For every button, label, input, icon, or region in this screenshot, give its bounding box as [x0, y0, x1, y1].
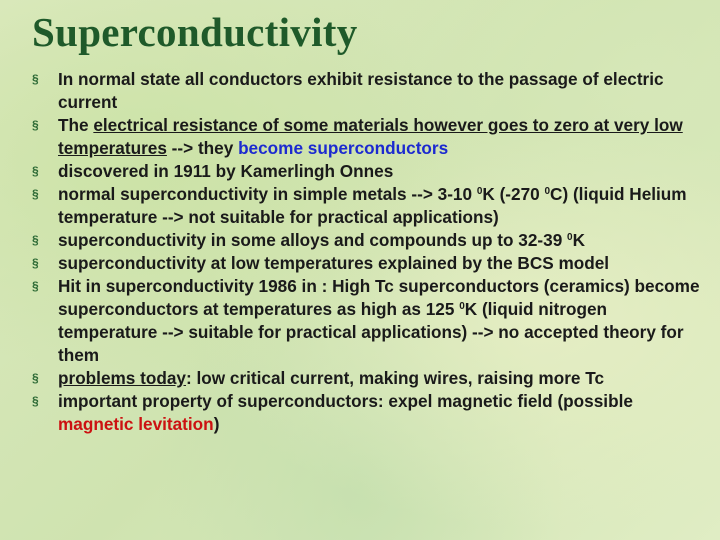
- bullet-text: In normal state all conductors exhibit resistance to the passage of electric current: [58, 69, 664, 112]
- bullet-item-resistance-zero: [30, 114, 702, 160]
- bullet-text: C) (liquid Helium temperature --> not suitable for practical applications): [58, 184, 687, 227]
- degree-superscript: 0: [544, 186, 551, 197]
- section-bullet-icon: §: [32, 187, 39, 201]
- degree-superscript: 0: [459, 301, 465, 312]
- bullet-text: important property of superconductors: expel magnetic field (possible: [58, 391, 633, 411]
- section-bullet-icon: §: [32, 164, 39, 178]
- bullet-list: [30, 68, 702, 436]
- highlight-text-red: magnetic levitation: [58, 414, 214, 434]
- bullet-text: superconductivity at low temperatures explained by the BCS model: [58, 253, 610, 273]
- underlined-text: problems today: [58, 368, 186, 388]
- section-bullet-icon: §: [32, 118, 39, 132]
- bullet-item-discovered: [30, 160, 702, 183]
- bullet-text: K (liquid nitrogen temperature --> suitable for practical applications) --> no accepted theory for them: [58, 299, 684, 365]
- bullet-item-problems: [30, 367, 702, 390]
- bullet-text: The: [58, 115, 94, 135]
- bullet-text: : low critical current, making wires, raising more Tc: [185, 368, 605, 388]
- section-bullet-icon: §: [32, 256, 39, 270]
- bullet-item-normal-state: [30, 68, 702, 114]
- bullet-item-alloys: [30, 229, 702, 252]
- section-bullet-icon: §: [32, 72, 39, 86]
- bullet-text: normal superconductivity in simple metals --> 3-10: [58, 184, 477, 204]
- section-bullet-icon: §: [32, 233, 39, 247]
- slide-title: Superconductivity: [32, 9, 358, 55]
- bullet-text: K: [572, 230, 586, 250]
- bullet-item-high-tc: [30, 275, 702, 367]
- bullet-item-bcs: [30, 252, 702, 275]
- section-bullet-icon: §: [32, 394, 39, 408]
- degree-superscript: 0: [567, 232, 573, 243]
- bullet-text: --> they: [166, 138, 239, 158]
- bullet-text: ): [213, 414, 220, 434]
- bullet-text: Hit in superconductivity 1986 in : High Tc superconductors (ceramics) become superconductors at temperatures as high as 125: [58, 276, 700, 319]
- degree-superscript: 0: [476, 186, 483, 197]
- section-bullet-icon: §: [32, 371, 39, 385]
- section-bullet-icon: §: [32, 279, 39, 293]
- bullet-text: superconductivity in some alloys and compounds up to 32-39: [58, 230, 568, 250]
- bullet-text: K (-270: [482, 184, 545, 204]
- bullet-item-simple-metals: [30, 183, 702, 229]
- underlined-text: electrical resistance of some materials however goes to zero at very low temperatures: [58, 115, 683, 158]
- bullet-text: discovered in 1911 by Kamerlingh Onnes: [58, 161, 394, 181]
- highlight-text-blue: become superconductors: [238, 138, 449, 158]
- bullet-item-levitation: [30, 390, 702, 436]
